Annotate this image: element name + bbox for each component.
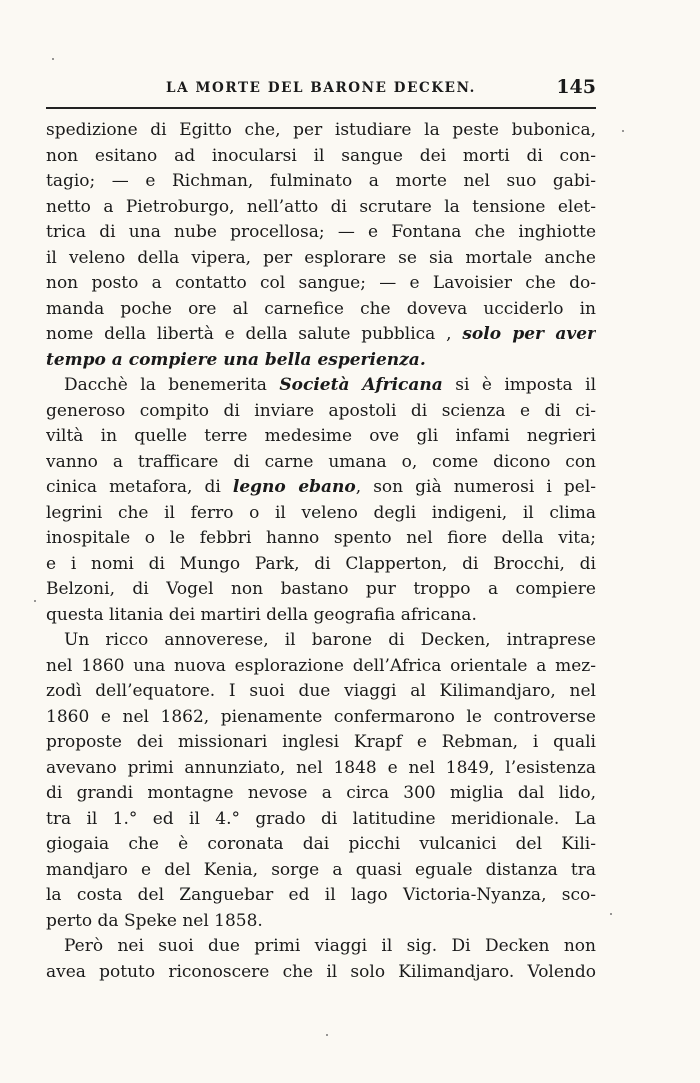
- paper-speck: [326, 1034, 328, 1036]
- line-text: Belzoni, di Vogel non bastano pur troppo a compiere: [46, 579, 596, 599]
- line-text: questa litania dei martiri della geografia africana.: [46, 604, 477, 625]
- paper-speck: [610, 913, 612, 915]
- line-text: vanno a trafficare di carne umana o, come dicono con: [46, 451, 596, 472]
- line-text: non esitano ad inocularsi il sangue dei morti di con-: [46, 145, 596, 166]
- text-line: [46, 169, 596, 195]
- line-text: di grandi montagne nevose a circa 300 miglia dal lido,: [46, 783, 596, 803]
- text-line: [46, 322, 596, 348]
- line-text: tagio; — e Richman, fulminato a morte nel suo gabi-: [46, 171, 596, 191]
- line-text: trica di una nube procellosa; — e Fontana che inghiotte: [46, 222, 596, 242]
- line-text: avea potuto riconoscere che il solo Kilimandjaro. Volendo: [46, 961, 596, 982]
- line-text: la costa del Zanguebar ed il lago Victoria-Nyanza, sco-: [46, 885, 596, 905]
- text-line: [46, 679, 596, 705]
- line-text: netto a Pietroburgo, nell’atto di scrutare la tensione elet-: [46, 196, 596, 217]
- line-text: viltà in quelle terre medesime ove gli infami negrieri: [46, 426, 596, 446]
- line-text: avevano primi annunziato, nel 1848 e nel 1849, l’esistenza: [46, 757, 596, 778]
- emphasis-text: solo per aver: [462, 324, 596, 344]
- paper-speck: [34, 600, 36, 602]
- running-title: LA MORTE DEL BARONE DECKEN.: [166, 80, 476, 96]
- text-line: [46, 450, 596, 476]
- paper-speck: [52, 58, 54, 60]
- emphasis-text: legno ebano: [232, 477, 356, 497]
- text-line: [46, 195, 596, 221]
- line-text: perto da Speke nel 1858.: [46, 910, 263, 931]
- text-line: [46, 118, 596, 144]
- line-text: cinica metafora, di: [46, 477, 233, 497]
- line-text: zodì dell’equatore. I suoi due viaggi al Kilimandjaro, nel: [46, 681, 596, 701]
- text-line: [46, 552, 596, 578]
- paper-speck: [622, 130, 624, 132]
- text-line: [46, 373, 596, 399]
- line-text: proposte dei missionari inglesi Krapf e Rebman, i quali: [46, 732, 596, 752]
- text-line: [46, 628, 596, 654]
- text-line: [46, 348, 596, 374]
- line-text: 1860 e nel 1862, pienamente confermarono le controverse: [46, 706, 596, 727]
- body-text: [46, 118, 596, 985]
- text-line: [46, 271, 596, 297]
- line-text: Però nei suoi due primi viaggi il sig. Di Decken non: [64, 936, 596, 956]
- text-line: [46, 934, 596, 960]
- line-text: tra il 1.° ed il 4.° grado di latitudine meridionale. La: [46, 808, 596, 829]
- text-line: [46, 297, 596, 323]
- text-line: [46, 144, 596, 170]
- text-line: [46, 475, 596, 501]
- line-text: il veleno della vipera, per esplorare se sia mortale anche: [46, 247, 596, 268]
- text-line: [46, 246, 596, 272]
- line-text: Dacchè la benemerita: [64, 375, 280, 395]
- line-text: generoso compito di inviare apostoli di scienza e di ci-: [46, 400, 596, 421]
- header-rule: [46, 107, 596, 109]
- line-text: Un ricco annoverese, il barone di Decken, intraprese: [64, 630, 596, 650]
- line-text: manda poche ore al carnefice che doveva ucciderlo in: [46, 298, 596, 319]
- text-line: [46, 705, 596, 731]
- text-line: [46, 526, 596, 552]
- text-line: [46, 756, 596, 782]
- text-line: [46, 603, 596, 629]
- text-line: [46, 781, 596, 807]
- text-line: [46, 730, 596, 756]
- line-text: inospitale o le febbri hanno spento nel fiore della vita;: [46, 528, 596, 548]
- text-line: [46, 424, 596, 450]
- line-text: nome della libertà e della salute pubblica ,: [46, 324, 463, 344]
- line-text: non posto a contatto col sangue; — e Lavoisier che do-: [46, 273, 596, 293]
- line-text: e i nomi di Mungo Park, di Clapperton, di Brocchi, di: [46, 553, 596, 574]
- text-line: [46, 220, 596, 246]
- text-line: [46, 858, 596, 884]
- text-line: [46, 832, 596, 858]
- emphasis-text: tempo a compiere una bella esperienza.: [46, 349, 426, 370]
- line-text: legrini che il ferro o il veleno degli indigeni, il clima: [46, 502, 596, 523]
- line-text: si è imposta il: [442, 375, 596, 395]
- text-line: [46, 909, 596, 935]
- text-line: [46, 807, 596, 833]
- line-text: nel 1860 una nuova esplorazione dell’Africa orientale a mez-: [46, 655, 596, 676]
- text-line: [46, 399, 596, 425]
- line-text: , son già numerosi i pel-: [355, 477, 596, 497]
- line-text: mandjaro e del Kenia, sorge a quasi eguale distanza tra: [46, 859, 596, 880]
- text-line: [46, 960, 596, 986]
- running-head: [46, 76, 596, 102]
- emphasis-text: Società Africana: [279, 375, 443, 395]
- text-line: [46, 577, 596, 603]
- line-text: giogaia che è coronata dai picchi vulcanici del Kili-: [46, 834, 596, 854]
- text-line: [46, 501, 596, 527]
- page-number: 145: [556, 76, 596, 98]
- line-text: spedizione di Egitto che, per istudiare la peste bubonica,: [46, 120, 596, 140]
- text-line: [46, 883, 596, 909]
- text-line: [46, 654, 596, 680]
